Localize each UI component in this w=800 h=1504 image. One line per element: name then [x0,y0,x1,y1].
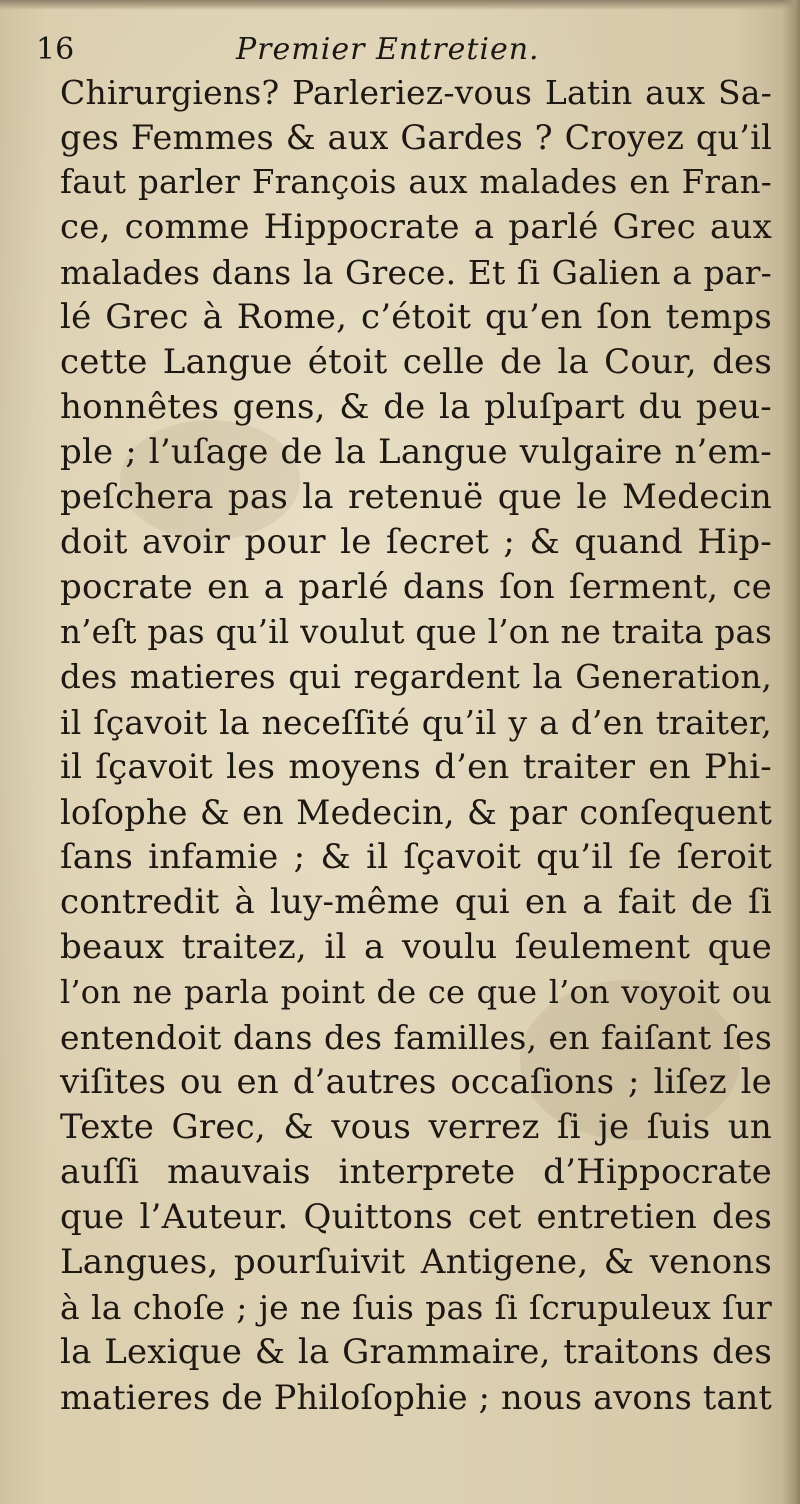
running-title: Premier Entretien. [236,32,540,67]
text-line: ce, comme Hippocrate a parlé Grec aux [60,207,772,247]
text-line: l’on ne parla point de ce que l’on voyoit ou [60,973,772,1011]
page-number: 16 [36,32,75,67]
text-line: contredit à luy-même qui en a fait de ſi [60,882,772,922]
text-line: la Lexique & la Grammaire, traitons des [60,1332,772,1372]
text-line: doit avoir pour le ſecret ; & quand Hip- [60,522,772,562]
text-line: ſans infamie ; & il ſçavoit qu’il ſe ſeroit [60,837,772,877]
page-top-edge [0,0,800,10]
text-line: Langues, pourſuivit Antigene, & venons [60,1242,772,1282]
text-line: malades dans la Grece. Et ſi Galien a par- [60,253,772,292]
text-line: il ſçavoit les moyens d’en traiter en Phi- [60,747,772,787]
text-line: pocrate en a parlé dans ſon ſerment, ce [60,567,772,607]
text-line: n’eſt pas qu’il voulut que l’on ne traita pas [60,613,772,651]
text-line: faut parler François aux malades en Fran- [60,163,772,201]
text-line: à la choſe ; je ne ſuis pas ſi ſcrupuleux ſur [60,1288,772,1327]
text-line: honnêtes gens, & de la pluſpart du peu- [60,387,772,427]
text-line: viſites ou en d’autres occaſions ; liſez le [60,1062,772,1102]
text-line: que l’Auteur. Quittons cet entretien des [60,1197,772,1237]
text-line: ple ; l’uſage de la Langue vulgaire n’em- [60,432,772,472]
text-line: cette Langue étoit celle de la Cour, des [60,342,772,382]
text-line: auſſi mauvais interprete d’Hippocrate [60,1152,772,1192]
text-line: Chirurgiens? Parleriez-vous Latin aux Sa- [60,73,772,112]
text-line: beaux traitez, il a voulu ſeulement que [60,927,772,967]
text-line: Texte Grec, & vous verrez ſi je ſuis un [60,1107,772,1147]
page-header [36,30,776,70]
text-line: des matieres qui regardent la Generation, [60,658,772,696]
text-line: loſophe & en Medecin, & par conſequent [60,793,772,832]
text-line: il ſçavoit la neceſſité qu’il y a d’en traiter, [60,703,772,742]
text-line: ges Femmes & aux Gardes ? Croyez qu’il [60,118,772,157]
text-line: peſchera pas la retenuë que le Medecin [60,477,772,517]
text-line: entendoit dans des familles, en faiſant ſes [60,1018,772,1057]
text-line: lé Grec à Rome, c’étoit qu’en ſon temps [60,297,772,337]
text-line: matieres de Philoſophie ; nous avons tant [60,1378,773,1417]
page-right-edge [782,0,800,1504]
body-text [60,70,772,1420]
